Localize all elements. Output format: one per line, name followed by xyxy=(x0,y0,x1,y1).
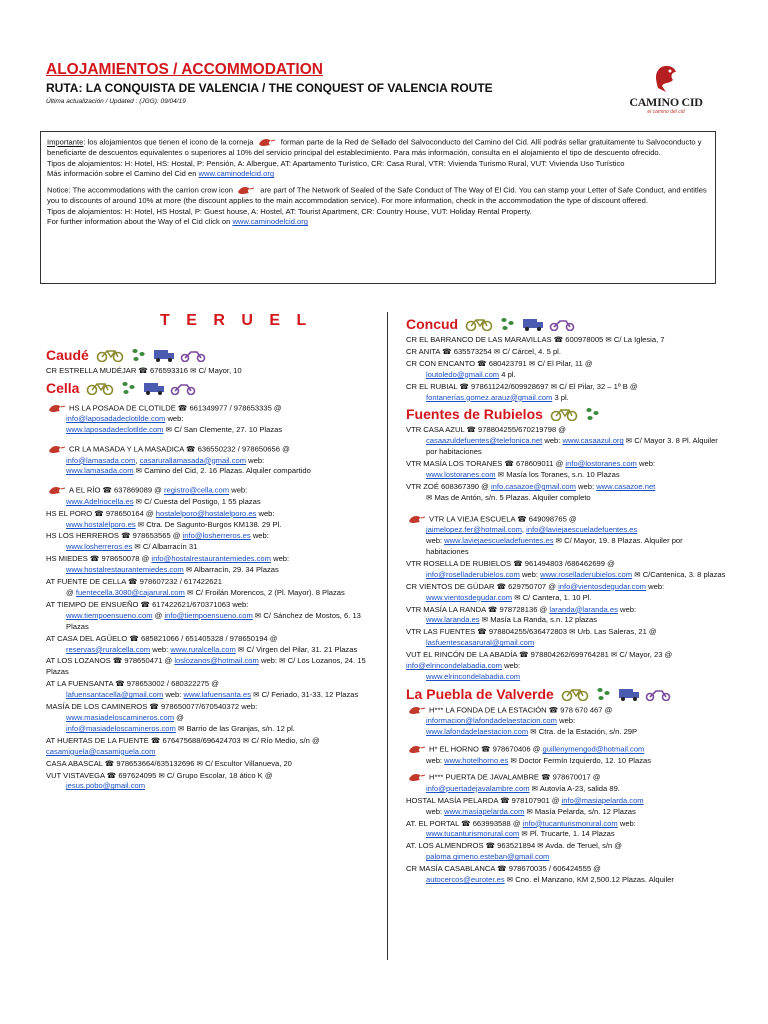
region-title: T E R U E L xyxy=(160,312,313,329)
entry-text: H* EL HORNO ☎ 978670406 @ xyxy=(429,744,543,754)
entry-cr-anita: CR ANITA ☎ 635573254 ✉ C/ Cárcel, 4. 5 pl. xyxy=(406,346,561,356)
entry-estrella-mudejar: CR ESTRELLA MUDÉJAR ☎ 676593316 ✉ C/ Mayor, 10 xyxy=(46,366,242,375)
address-text: ✉ C/ Sánchez de Mostos, 6. 13 Plazas xyxy=(66,610,361,631)
address-text: ✉ C/ Virgen del Pilar, 31. 21 Plazas xyxy=(235,644,358,654)
email-link[interactable]: info@vientosdegudar.com xyxy=(558,581,647,591)
email-link[interactable]: info@hostalrestaurantemiedes.com xyxy=(151,554,271,564)
entry-text: VTR CASA AZUL ☎ 978804255/670219798 @ xyxy=(406,425,567,435)
web-label: web: xyxy=(163,690,184,700)
web-label: web: xyxy=(256,508,275,518)
notice-es-text-2: forman parte de la Red de Sellado del Salvoconducto del Camino del Cid. Allí podrás sellar gratuitamente tu Salvoconducto y beneficiarte de descuentos equivalentes o superiores al 10% del servicio principal del establecimiento. Para más información, consulta en el alojamiento el tipo de descuento ofrecido. xyxy=(47,137,702,158)
web-link[interactable]: www.hostalelporo.es xyxy=(66,519,136,529)
web-link[interactable]: www.roselladerubielos.com xyxy=(540,569,633,579)
update-date: Última actualización / Updated : (JGG): 09/04/19 xyxy=(46,98,186,105)
entry-cr-con-encanto xyxy=(406,359,726,381)
address-text: ✉ C/ Feriado, 31-33. 12 Plazas xyxy=(251,690,359,700)
entry-text: CR MASÍA CASABLANCA ☎ 978670035 / 606424555 @ xyxy=(406,864,601,874)
entry-fonda-estacion xyxy=(406,705,726,738)
motorbike-icon xyxy=(180,348,206,362)
caminodelcid-link-es[interactable]: www.caminodelcid.org xyxy=(198,169,275,179)
address-text: ✉ Masía los Toranes, s.n. 10 Plazas xyxy=(495,470,620,480)
town-caude xyxy=(46,346,376,364)
email-link[interactable]: hostalelporo@hostalelporo.es xyxy=(155,508,257,518)
email-link[interactable]: autocercos@euroter.es xyxy=(426,875,505,885)
service-icons xyxy=(560,687,671,701)
entry-text: VTR LA VIEJA ESCUELA ☎ 649098765 @ xyxy=(429,514,577,524)
address-text: ✉ Doctor Fermín Izquierdo, 12. 10 Plazas xyxy=(508,755,652,765)
entry-text: VUT VISTAVEGA ☎ 697624095 ✉ C/ Grupo Escolar, 18 ático K @ xyxy=(46,770,273,780)
bicycle-icon xyxy=(85,381,115,395)
notice-en-types: Tipos de alojamientos: H: Hotel, HS Hostal, P: Guest house, A: Hostel, AT: Tourist Apartment, CR: Country House, VUT: Holiday Rental Property. xyxy=(47,206,532,216)
notice-box xyxy=(40,131,716,284)
column-divider xyxy=(387,312,388,960)
bicycle-icon xyxy=(560,687,590,701)
entry-text: VTR MASÍA LA RANDA ☎ 978728136 @ xyxy=(406,604,550,614)
email-link[interactable]: info@roselladerubielos.com xyxy=(426,569,520,579)
entry-vtr-casa-azul xyxy=(406,425,726,458)
notice-es-label: Importante xyxy=(47,137,84,147)
notice-en-more xyxy=(47,217,709,228)
service-icons xyxy=(95,348,206,362)
entry-text: AT FUENTE DE CELLA ☎ 978607232 / 617422621 xyxy=(46,577,222,587)
web-link[interactable]: www.masiadeloscamineros.com xyxy=(66,712,175,722)
address-text: ✉ Autovía A-23, salida 89. xyxy=(529,783,620,793)
email-link[interactable]: lasfuentescasarural@gmail.com xyxy=(426,638,535,648)
service-icons xyxy=(85,381,196,395)
web-label: web: xyxy=(426,806,445,816)
entry-text: HS EL PORO ☎ 978650164 @ xyxy=(46,508,156,518)
motorbike-icon xyxy=(549,317,575,331)
entry-cr-vientos-gudar xyxy=(406,582,726,604)
web-label: web: xyxy=(556,716,576,726)
email-link[interactable]: info.casazoe@gmail.com xyxy=(490,481,576,491)
notice-en xyxy=(47,185,709,207)
van-icon xyxy=(143,381,165,395)
crow-icon xyxy=(46,485,66,496)
email-link[interactable]: info@masiapelarda.com xyxy=(561,795,644,805)
notice-es-text-1: : los alojamientos que tienen el icono de la corneja xyxy=(83,137,254,147)
web-label: web: xyxy=(150,644,171,654)
address-text: ✉ C/ Mayor, 19. 8 Plazas. Alquiler por habitaciones xyxy=(426,536,683,556)
address-text: ✉ C/ Albarracín 31 xyxy=(132,542,198,552)
email-link[interactable]: paloma.gimeno.esteban@gmail.com xyxy=(426,852,550,862)
web-label: web: xyxy=(250,531,269,541)
notice-es-more xyxy=(47,169,709,180)
entry-text: CR EL RUBIAL ☎ 978611242/609928697 ✉ C/ El Pilar, 32 – 1º B @ xyxy=(406,381,638,391)
email-link[interactable]: info@laviejaescueladefuentes.es xyxy=(526,525,638,535)
web-label: web: xyxy=(165,414,184,424)
entry-vtr-las-fuentes xyxy=(406,627,726,649)
email-link[interactable]: loslozanos@hotmail.com xyxy=(174,656,259,666)
crow-icon xyxy=(256,137,276,148)
left-column xyxy=(46,344,376,793)
email-link[interactable]: reservas@ruralcella.com xyxy=(66,644,151,654)
entry-text: H*** PUERTA DE JAVALAMBRE ☎ 978670017 @ xyxy=(429,772,601,782)
web-link[interactable]: www.tiempoensueno.com xyxy=(66,610,153,620)
town-caude-name: Caudé xyxy=(46,347,89,363)
web-link[interactable]: www.lafuensanta.es xyxy=(183,690,252,700)
address-text: ✉ Camino del Cid, 2. 16 Plazas. Alquiler compartido xyxy=(133,466,311,476)
web-link[interactable]: www.Adelriocella.es xyxy=(66,496,134,506)
entry-text: HS MIEDES ☎ 978650078 @ xyxy=(46,554,152,564)
caminodelcid-link-en[interactable]: www.caminodelcid.org xyxy=(232,217,309,227)
email-link[interactable]: laranda@laranda.es xyxy=(549,604,618,614)
right-column xyxy=(406,313,726,887)
footprints-icon xyxy=(595,687,613,701)
address-text: ✉ C/ Cuesta del Postigo, 1 55 plazas xyxy=(133,496,261,506)
separator: @ xyxy=(152,610,165,620)
entry-vtr-vieja-escuela xyxy=(406,514,726,558)
town-concud xyxy=(406,315,726,333)
crow-icon xyxy=(406,514,426,525)
notice-en-more-text: For further information about the Way of el Cid click on xyxy=(47,217,231,227)
email-link[interactable]: jesus.pobo@gmail.com xyxy=(66,781,146,791)
entry-text: HOSTAL MASÍA PELARDA ☎ 978107901 @ xyxy=(406,795,562,805)
address-text: ✉ Barrio de las Granjas, s/n. 12 pl. xyxy=(175,723,295,733)
email-link[interactable]: info@lamasada.com xyxy=(66,455,136,465)
web-label: web: xyxy=(542,436,563,446)
entry-text: HS LOS HERREROS ☎ 978653565 @ xyxy=(46,531,183,541)
footprints-icon xyxy=(499,317,517,331)
email-link[interactable]: fontanerías.gomez.arauz@gmail.com xyxy=(426,392,553,402)
entry-text: AT HUERTAS DE LA FUENTE ☎ 676475688/696424703 ✉ C/ Río Medio, s/n @ xyxy=(46,735,320,745)
entry-text: MASÍA DE LOS CAMINEROS ☎ 978650077/670540372 web: xyxy=(46,702,258,712)
web-link[interactable]: www.elrincondelabadia.com xyxy=(426,671,521,681)
entry-hostal-masia-pelarda xyxy=(406,796,726,818)
entry-text: AT LA FUENSANTA ☎ 978653002 / 680322275 @ xyxy=(46,679,219,689)
entry-text: AT. EL PORTAL ☎ 663993588 @ xyxy=(406,818,523,828)
entry-vut-vistavega xyxy=(46,771,376,793)
entry-at-el-portal xyxy=(406,819,726,841)
places-text: 4 pl. xyxy=(499,369,516,379)
service-icons xyxy=(464,317,575,331)
motorbike-icon xyxy=(645,687,671,701)
entry-text: A EL RÍO ☎ 637869089 @ xyxy=(69,485,164,495)
web-label: web: xyxy=(646,581,665,591)
email-link[interactable]: jaimelopez.fer@hotmail.com xyxy=(426,525,522,535)
footprints-icon xyxy=(120,381,138,395)
web-link[interactable]: www.vientosdegudar.com xyxy=(426,592,513,602)
town-puebla-valverde xyxy=(406,685,726,703)
email-link[interactable]: info@lostoranes.com xyxy=(565,459,637,469)
crow-icon xyxy=(46,403,66,414)
web-label: web: xyxy=(575,481,597,491)
entry-text: AT TIEMPO DE ENSUEÑO ☎ 617422621/670371063 web: xyxy=(46,599,249,609)
entry-text: VTR MASÍA LOS TORANES ☎ 678609011 @ xyxy=(406,459,566,469)
address-text: ✉ C/ Cantera, 1. 10 Pl. xyxy=(512,592,592,602)
logo-tagline: el camino del cid xyxy=(647,109,685,115)
web-link[interactable]: www.ruralcella.com xyxy=(170,644,236,654)
entry-at-huertas-fuente xyxy=(46,736,376,758)
entry-text: VTR LAS FUENTES ☎ 978804255/636472803 ✉ Urb. Las Saleras, 21 @ xyxy=(406,627,657,637)
entry-puerta-javalambre xyxy=(406,772,726,794)
web-label: web: xyxy=(519,569,541,579)
entry-at-fuente-cella: AT FUENTE DE CELLA ☎ 978607232 / 617422621 @ fuentecella.3080@cajarural.com ✉ C/ Froilán Morencos, 2 (Pl. Mayor). 8 Plazas xyxy=(46,577,345,597)
crow-icon xyxy=(235,185,255,196)
page-title: ALOJAMIENTOS / ACCOMMODATION xyxy=(46,61,323,78)
entry-a-el-rio xyxy=(46,485,376,507)
van-icon xyxy=(153,348,175,362)
entry-text: AT CASA DEL AGÜELO ☎ 685821066 / 651405328 / 978650194 @ xyxy=(46,633,278,643)
notice-en-text-1: Notice: The accommodations with the carrion crow icon xyxy=(47,185,233,195)
web-link[interactable]: www.lafondadelaestacion.com xyxy=(426,727,529,737)
entry-text: CR LA MASADA Y LA MASADICA ☎ 636550232 / 978650656 @ xyxy=(69,444,290,454)
service-icons xyxy=(549,407,602,421)
crow-icon xyxy=(406,705,426,716)
web-label: web: xyxy=(426,755,445,765)
entry-cr-barranco: CR EL BARRANCO DE LAS MARAVILLAS ☎ 600978005 ✉ C/ La Iglesia, 7 xyxy=(406,335,665,344)
entry-text: VTR ZOÉ 608367390 @ xyxy=(406,481,491,491)
entry-masia-camineros xyxy=(46,702,376,735)
email-link[interactable]: casarurallamasada@gmail.com xyxy=(139,455,247,465)
town-concud-name: Concud xyxy=(406,316,459,332)
entry-text: VTR ROSELLA DE RUBIELOS ☎ 961494803 /686462699 @ xyxy=(406,558,615,568)
web-link[interactable]: www.losherreros.es xyxy=(66,542,133,552)
van-icon xyxy=(618,687,640,701)
crow-icon xyxy=(406,744,426,755)
entry-vtr-masia-toranes xyxy=(406,459,726,481)
address-text: ✉ C/Cantenica, 3. 8 plazas xyxy=(632,569,726,579)
web-link[interactable]: www.masiapelarda.com xyxy=(444,806,525,816)
address-text: ✉ Albarracín, 29. 34 Plazas xyxy=(183,565,279,575)
entry-cr-masia-casablanca xyxy=(406,864,726,886)
entry-hs-el-poro xyxy=(46,509,376,531)
web-label: web: xyxy=(617,604,637,614)
address-text: ✉ Pl. Trucarte, 1. 14 Plazas xyxy=(519,829,615,839)
email-link[interactable]: lafuensantacella@gmail.com xyxy=(66,690,164,700)
web-link[interactable]: www.tucanturismorural.com xyxy=(426,829,520,839)
web-link[interactable]: www.hostalrestaurantemiedes.com xyxy=(66,565,184,575)
notice-es-types: Tipos de alojamientos: H: Hotel, HS: Hostal, P: Pensión, A: Albergue, AT: Apartamento Turístico, CR: Casa Rural, VTR: Vivienda Turismo Rural, VUT: Vivienda Uso Turístico xyxy=(47,158,625,168)
address-text: ✉ Ctra. de la Estación, s/n. 29P xyxy=(528,727,638,737)
route-subtitle: RUTA: LA CONQUISTA DE VALENCIA / THE CONQUEST OF VALENCIA ROUTE xyxy=(46,81,493,95)
separator: , xyxy=(521,525,527,535)
address-text: ✉ Ctra. De Sagunto-Burgos KM138. 29 Pl. xyxy=(135,519,282,529)
bicycle-icon xyxy=(464,317,494,331)
entry-at-los-lozanos xyxy=(46,656,376,678)
web-label: web: xyxy=(270,554,290,564)
van-icon xyxy=(522,317,544,331)
entry-posada-clotilde xyxy=(46,403,376,436)
bicycle-icon xyxy=(95,348,125,362)
entry-la-masada xyxy=(46,444,376,477)
web-label: web: xyxy=(229,485,248,495)
bicycle-icon xyxy=(549,407,579,421)
town-cella xyxy=(46,379,376,397)
entry-text: CR VIENTOS DE GÚDAR ☎ 629750707 @ xyxy=(406,581,559,591)
email-link[interactable]: loutoledo@gmail.com xyxy=(426,369,500,379)
entry-vtr-masia-randa xyxy=(406,605,726,627)
web-link[interactable]: www.casazoe.net xyxy=(596,481,656,491)
entry-vtr-zoe xyxy=(406,482,726,504)
entry-casa-abascal: CASA ABASCAL ☎ 978653664/635132696 ✉ C/ Escultor Villanueva, 20 xyxy=(46,758,292,768)
email-link[interactable]: info@laposadadeclotilde.com xyxy=(66,414,166,424)
address-text: ✉ C/ Froilán Morencos, 2 (Pl. Mayor). 8 Plazas xyxy=(184,588,345,597)
web-label: web: xyxy=(636,459,656,469)
web-link[interactable]: www.laranda.es xyxy=(426,615,480,625)
email-link[interactable]: casaazuldefuentes@telefonica.net xyxy=(426,436,543,446)
entry-cr-el-rubial xyxy=(406,382,726,404)
town-fuentes-name: Fuentes de Rubielos xyxy=(406,406,543,423)
address-text: ✉ C/ Mayor 3. 8 Pl. Alquiler por habitaciones xyxy=(426,436,718,457)
entry-at-tiempo-ensueno xyxy=(46,600,376,633)
notice-es xyxy=(47,137,709,159)
entry-text: CR CON ENCANTO ☎ 680423791 ✉ C/ El Pilar, 11 @ xyxy=(406,358,593,368)
web-label: web: xyxy=(426,536,445,546)
email-link[interactable]: casamiguela@casamiguela.com xyxy=(46,746,156,756)
web-link[interactable]: www.casaazul.org xyxy=(562,436,624,446)
entry-text: AT. LOS ALMENDROS ☎ 963521894 ✉ Avda. de Teruel, s/n @ xyxy=(406,841,623,851)
footprints-icon xyxy=(130,348,148,362)
web-label: web: xyxy=(246,455,265,465)
logo-text: CAMINO CID xyxy=(629,95,703,109)
motorbike-icon xyxy=(170,381,196,395)
entry-hs-miedes xyxy=(46,554,376,576)
crow-icon xyxy=(46,444,66,455)
email-link[interactable]: info@puertadejavalambre.com xyxy=(426,783,530,793)
email-link[interactable]: informacion@lafondadelaestacion.com xyxy=(426,716,557,726)
email-link[interactable]: guillenymengod@hotmail.com xyxy=(542,744,645,754)
entry-text: VUT EL RINCÓN DE LA ABADÍA ☎ 978804262/699764281 ✉ C/ Mayor, 23 @ xyxy=(406,650,673,660)
web-link[interactable]: www.laviejaescueladefuentes.es xyxy=(444,536,554,546)
web-link[interactable]: www.lamasada.com xyxy=(66,466,134,476)
web-link[interactable]: www.lostoranes.com xyxy=(426,470,496,480)
crow-icon xyxy=(406,772,426,783)
town-cella-name: Cella xyxy=(46,379,80,396)
entry-hs-los-herreros xyxy=(46,531,376,553)
email-link[interactable]: info@tiempoensueno.com xyxy=(164,610,253,620)
entry-at-casa-aguelo xyxy=(46,634,376,656)
email-link[interactable]: info@elrincondelabadia.com xyxy=(406,661,502,671)
entry-h-el-horno xyxy=(406,744,726,766)
footprints-icon xyxy=(584,407,602,421)
address-text: ✉ Masía Pelarda, s/n. 12 Plazas xyxy=(524,806,636,816)
web-label: web: xyxy=(501,661,521,671)
web-label: web: xyxy=(617,818,636,828)
notice-en-text-2: are part of The Network of Sealed of the Safe Conduct of The Way of El Cid. You can stamp your Letter of Safe Conduct, and entitles you to discounts of around 10% at more (the discount applies to the main accommodation service). For more information, check in the accommodation the type of discount offered. xyxy=(47,185,707,205)
town-puebla-name: La Puebla de Valverde xyxy=(406,685,554,702)
address-text: ✉ Masía La Randa, s.n. 12 plazas xyxy=(479,615,597,625)
separator: @ xyxy=(174,712,184,722)
email-link[interactable]: fuentecella.3080@cajarural.com xyxy=(75,588,185,597)
address-text: ✉ C/ San Clemente, 27. 10 Plazas xyxy=(163,425,283,435)
entry-at-los-almendros xyxy=(406,841,726,863)
email-link[interactable]: info@masiadeloscamineros.com xyxy=(66,723,176,733)
notice-es-more-text: Más información sobre el Camino del Cid en xyxy=(47,169,197,179)
entry-text: H*** LA FONDA DE LA ESTACIÓN ☎ 978 670 467 @ xyxy=(429,705,613,715)
town-fuentes-rubielos xyxy=(406,405,726,423)
entry-vtr-rosella xyxy=(406,559,726,581)
places-text: 3 pl. xyxy=(552,392,569,402)
address-text: ✉ Cno. el Manzano, KM 2,500.12 Plazas. Alquiler xyxy=(504,875,674,885)
web-link[interactable]: www.laposadadeclotilde.com xyxy=(66,425,164,435)
web-link[interactable]: www.hotelhorno.es xyxy=(444,755,509,765)
address-text: web: ✉ C/ Los Lozanos, 24. 15 Plazas xyxy=(46,656,366,677)
entry-vut-rincon-abadia xyxy=(406,650,726,683)
entry-text: HS LA POSADA DE CLOTILDE ☎ 661349977 / 978653335 @ xyxy=(69,403,282,413)
address-text: ✉ Mas de Antón, s/n. 5 Plazas. Alquiler completo xyxy=(426,492,591,502)
entry-at-la-fuensanta xyxy=(46,679,376,701)
separator: , xyxy=(135,455,140,465)
email-link[interactable]: info@tucanturismorural.com xyxy=(522,818,618,828)
email-link[interactable]: registro@cella.com xyxy=(164,485,230,495)
email-link[interactable]: info@losherreros.es xyxy=(182,531,251,541)
entry-text: AT LOS LOZANOS ☎ 978650471 @ xyxy=(46,656,175,666)
